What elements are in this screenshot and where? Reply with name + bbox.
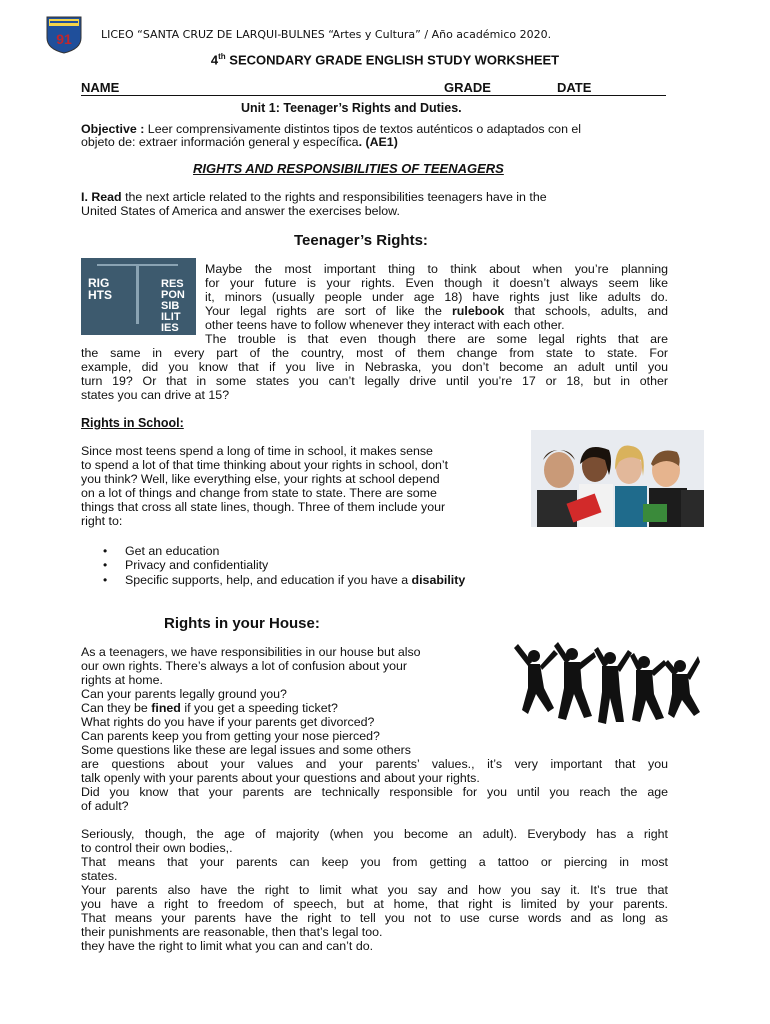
objective-text-1: Leer comprensivamente distintos tipos de textos auténticos o adaptados con el (144, 122, 582, 136)
school-line: right to: (81, 514, 123, 528)
rights-p2-line: the same in every part of the country, most of them change from state to state. For (81, 346, 668, 360)
objective-line-1 (81, 122, 581, 136)
rulebook-post: that schools, adults, and (504, 304, 668, 318)
rights-p1-line: for your future is your rights. Even though it doesn’t always seem like (205, 276, 668, 290)
house-line (81, 701, 338, 715)
house-p3-line: you have a right to freedom of speech, but at home, that right is limited by your parents. (81, 897, 668, 911)
image-word-res: RES (161, 278, 184, 290)
fined-word: fined (151, 701, 181, 715)
school-header: LICEO “SANTA CRUZ DE LARQUI-BULNES “Artes y Cultura” / Año académico 2020. (101, 28, 552, 41)
rights-p1-line: Maybe the most important thing to think about when you’re planning (205, 262, 668, 276)
disability-word: disability (411, 573, 466, 587)
school-line: you think? Well, like everything else, your rights at school depend (81, 472, 440, 486)
house-wide-line: are questions about your values and your parents’ values., it’s very important that you (81, 757, 668, 771)
rights-p1-line: The trouble is that even though there are some legal rights that are (205, 332, 668, 346)
house-line: Can parents keep you from getting your nose pierced? (81, 729, 380, 743)
teens-group-photo (531, 430, 704, 527)
rights-p2-line: example, did you know that if you live in Nebraska, you don’t become an adult until you (81, 360, 668, 374)
house-wide-line: talk openly with your parents about your questions and about your rights. (81, 771, 480, 785)
house-wide-line: Did you know that your parents are technically responsible for you until you reach the age (81, 785, 668, 799)
image-word-hts: HTS (88, 288, 112, 302)
house-line: As a teenagers, we have responsibilities in our house but also (81, 645, 421, 659)
image-word-ies: IES (161, 322, 179, 334)
objective-label: Objective : (81, 122, 145, 136)
house-line: What rights do you have if your parents get divorced? (81, 715, 375, 729)
school-line: things that cross all state lines, though. Three of them include your (81, 500, 446, 514)
school-crest-logo (44, 14, 84, 54)
instruction-text-1: the next article related to the rights and responsibilities teenagers have in the (121, 190, 547, 204)
rights-p2-line: turn 19? Or that in some states you can’t legally drive until you’re 17 or 18, but in other (81, 374, 668, 388)
date-label: DATE (557, 80, 592, 95)
image-word-ilit: ILIT (161, 311, 181, 323)
grade-label: GRADE (444, 80, 491, 95)
rights-p1-line: other teens have to follow whenever they interact with each other. (205, 318, 565, 332)
rulebook-word: rulebook (451, 304, 505, 318)
school-line: Since most teens spend a long of time in school, it makes sense (81, 444, 433, 458)
bullet-dot: • (103, 544, 108, 558)
bullet-item: Privacy and confidentiality (125, 558, 269, 572)
image-word-sib: SIB (161, 300, 180, 312)
house-line: Can your parents legally ground you? (81, 687, 287, 701)
bullet-item: Get an education (125, 544, 220, 558)
section-title: RIGHTS AND RESPONSIBILITIES OF TEENAGERS (193, 161, 504, 176)
school-heading: Rights in School: (81, 416, 184, 430)
instruction-line-2: United States of America and answer the exercises below. (81, 204, 400, 218)
house-wide-line: of adult? (81, 799, 129, 813)
fined-pre: Can they be (81, 701, 152, 715)
rights-responsibilities-image (81, 258, 196, 335)
name-field-line[interactable] (81, 95, 666, 96)
rights-p1-line (205, 304, 668, 318)
bullet-dot: • (103, 573, 108, 587)
house-p3-line: their punishments are reasonable, then that’s legal too. (81, 925, 383, 939)
rulebook-pre: Your legal rights are sort of like the (205, 304, 452, 318)
crest-number: 91 (56, 31, 72, 47)
house-p3-line: That means that your parents can keep you from getting a tattoo or piercing in most (81, 855, 668, 869)
house-line: rights at home. (81, 673, 163, 687)
bullet-item (125, 573, 465, 587)
house-line: our own rights. There’s always a lot of confusion about your (81, 659, 408, 673)
title-text: SECONDARY GRADE ENGLISH STUDY WORKSHEET (225, 52, 560, 68)
school-line: to spend a lot of that time thinking about your rights in school, don’t (81, 458, 449, 472)
rights-p1-line: it, minors (usually people under age 18) have rights just like adults do. (205, 290, 668, 304)
house-p3-line: they have the right to limit what you can and can’t do. (81, 939, 374, 953)
house-p3-line: states. (81, 869, 118, 883)
title-grade-number: 4 (210, 52, 219, 68)
unit-title: Unit 1: Teenager’s Rights and Duties. (241, 101, 462, 115)
fined-post: if you get a speeding ticket? (180, 701, 338, 715)
house-line: Some questions like these are legal issues and some others (81, 743, 411, 757)
worksheet-title (0, 52, 770, 67)
jumping-teens-silhouette (514, 642, 700, 732)
name-label: NAME (81, 80, 120, 95)
image-word-pon: PON (161, 289, 185, 301)
objective-code: . (AE1) (358, 135, 398, 149)
house-heading: Rights in your House: (164, 615, 320, 632)
bullet-3-text: Specific supports, help, and education if you have a (125, 573, 412, 587)
instruction-bold: I. Read (81, 190, 122, 204)
image-word-rig: RIG (88, 276, 110, 290)
house-p3-line: That means your parents have the right to tell you not to use curse words and as long as (81, 911, 668, 925)
title-superscript: th (218, 52, 226, 61)
house-p3-line: to control their own bodies,. (81, 841, 233, 855)
objective-line-2 (81, 135, 398, 149)
objective-text-2: objeto de: extraer información general y específica (81, 135, 359, 149)
bullet-dot: • (103, 558, 108, 572)
instruction-line-1 (81, 190, 547, 204)
school-line: on a lot of things and change from state to state. There are some (81, 486, 437, 500)
house-p3-line: Your parents also have the right to limit what you say and how you say it. It’s true that (81, 883, 668, 897)
rights-p2-line: states you can drive at 15? (81, 388, 230, 402)
house-p3-line: Seriously, though, the age of majority (when you become an adult). Everybody has a right (81, 827, 668, 841)
teen-rights-heading: Teenager’s Rights: (294, 232, 428, 249)
